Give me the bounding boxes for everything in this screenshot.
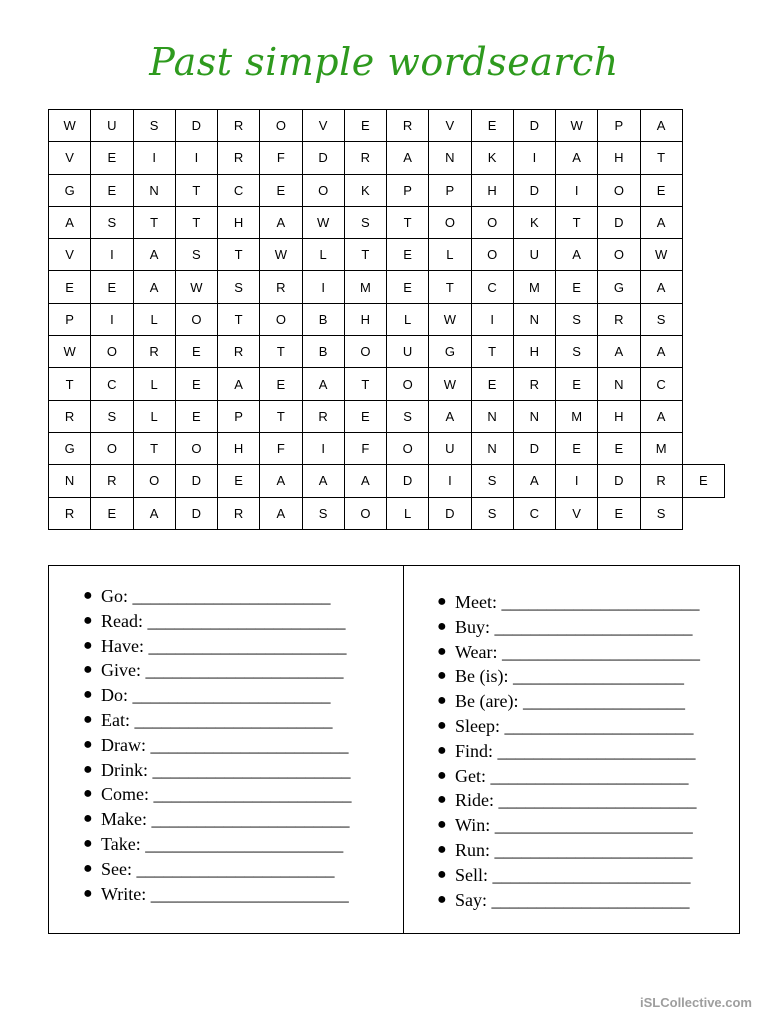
grid-cell: V [49,239,91,271]
grid-cell: O [598,239,640,271]
word-list-item [433,689,700,714]
word-list-left [79,584,352,906]
grid-cell: E [556,432,598,464]
bullet-icon: ● [83,810,93,828]
grid-cell: S [133,110,175,142]
grid-cell: E [175,336,217,368]
grid-cell: D [175,497,217,529]
grid-cell: A [344,465,386,497]
grid-cell: A [260,465,302,497]
grid-cell: D [175,465,217,497]
grid-cell: K [513,206,555,238]
grid-cell: A [556,142,598,174]
grid-cell: U [513,239,555,271]
grid-cell: M [344,271,386,303]
grid-cell: T [49,368,91,400]
grid-cell: S [302,497,344,529]
grid-cell: N [513,303,555,335]
grid-cell: A [133,239,175,271]
word-list-text: Say: ______________________ [455,889,690,910]
bullet-icon: ● [83,611,93,629]
grid-cell: D [513,174,555,206]
grid-cell: T [556,206,598,238]
grid-cell: I [133,142,175,174]
word-list-text: Be (is): ___________________ [455,666,684,687]
grid-cell: A [302,465,344,497]
grid-cell: C [471,271,513,303]
grid-cell: P [429,174,471,206]
word-list-text: Buy: ______________________ [455,616,693,637]
grid-cell: A [260,497,302,529]
bullet-icon: ● [83,785,93,803]
word-list-text: Wear: ______________________ [455,641,701,662]
grid-cell: S [344,206,386,238]
word-list-text: Come: ______________________ [101,784,352,805]
bullet-icon: ● [437,617,447,635]
grid-cell: P [598,110,640,142]
grid-cell: H [513,336,555,368]
word-list-text: Read: ______________________ [101,610,346,631]
grid-cell: A [640,271,682,303]
word-list-text: Do: ______________________ [101,685,331,706]
grid-cell: R [49,400,91,432]
grid-cell: V [49,142,91,174]
grid-cell: H [344,303,386,335]
grid-cell: I [91,303,133,335]
grid-cell: W [175,271,217,303]
grid-cell: O [91,432,133,464]
bullet-icon: ● [83,686,93,704]
grid-cell: T [471,336,513,368]
grid-cell: M [640,432,682,464]
grid-cell: I [91,239,133,271]
bullet-icon: ● [83,834,93,852]
bullet-icon: ● [83,710,93,728]
grid-cell: L [133,400,175,432]
grid-cell: F [260,142,302,174]
grid-cell: I [302,271,344,303]
word-list-box [48,565,740,934]
grid-cell: W [556,110,598,142]
grid-cell: T [429,271,471,303]
grid-cell: S [91,400,133,432]
grid-cell: A [640,110,682,142]
word-list-item [433,863,700,888]
grid-cell: O [471,206,513,238]
grid-cell: S [218,271,260,303]
grid-cell: L [387,303,429,335]
grid-cell: T [387,206,429,238]
grid-cell: E [49,271,91,303]
grid-cell: U [91,110,133,142]
grid-cell: W [640,239,682,271]
word-list-text: Run: ______________________ [455,839,693,860]
word-list-text: Get: ______________________ [455,765,689,786]
grid-cell: H [471,174,513,206]
word-list-item [433,664,700,689]
grid-cell: T [218,239,260,271]
word-list-item [79,857,352,882]
grid-cell: S [556,303,598,335]
grid-cell: D [513,110,555,142]
grid-cell: W [429,368,471,400]
footer-watermark: iSLCollective.com [640,995,752,1010]
grid-cell: G [598,271,640,303]
grid-cell: O [471,239,513,271]
bullet-icon: ● [437,642,447,660]
bullet-icon: ● [437,890,447,908]
grid-row [49,239,725,271]
grid-cell: O [302,174,344,206]
grid-cell: B [302,336,344,368]
word-list-text: Draw: ______________________ [101,734,349,755]
grid-cell: O [344,336,386,368]
word-list-item [79,832,352,857]
grid-cell: E [91,142,133,174]
grid-cell: F [344,432,386,464]
bullet-icon: ● [437,741,447,759]
grid-cell: W [429,303,471,335]
grid-row [49,303,725,335]
word-list-text: Take: ______________________ [101,833,344,854]
grid-cell: E [640,174,682,206]
grid-cell: R [598,303,640,335]
grid-cell: A [640,206,682,238]
word-list-item [433,739,700,764]
word-list-item [79,758,352,783]
word-list-item [433,615,700,640]
grid-cell: I [302,432,344,464]
grid-row [49,206,725,238]
word-list-text: Win: ______________________ [455,815,693,836]
grid-cell: D [302,142,344,174]
grid-cell: H [598,400,640,432]
grid-row [49,142,725,174]
grid-cell: A [218,368,260,400]
grid-cell: O [175,432,217,464]
grid-cell: D [387,465,429,497]
bullet-icon: ● [437,692,447,710]
grid-cell: D [598,206,640,238]
grid-cell: B [302,303,344,335]
grid-cell: M [513,271,555,303]
grid-cell: E [387,271,429,303]
grid-cell: O [260,303,302,335]
grid-cell: E [682,465,724,497]
grid-cell: O [387,432,429,464]
grid-cell: R [344,142,386,174]
grid-cell: V [429,110,471,142]
grid-row [49,465,725,497]
grid-cell: N [471,432,513,464]
grid-cell: T [133,206,175,238]
grid-cell: G [429,336,471,368]
word-list-item [79,658,352,683]
grid-cell: A [49,206,91,238]
grid-cell: W [49,110,91,142]
bullet-icon: ● [437,840,447,858]
grid-cell: E [91,174,133,206]
bullet-icon: ● [437,667,447,685]
grid-cell: L [133,368,175,400]
grid-cell: T [640,142,682,174]
grid-cell: U [429,432,471,464]
word-list-text: Eat: ______________________ [101,709,333,730]
grid-cell: E [344,110,386,142]
grid-cell: A [640,336,682,368]
grid-cell: R [513,368,555,400]
grid-cell: E [260,368,302,400]
grid-cell: I [556,174,598,206]
word-list-item [433,888,700,913]
grid-cell: S [471,497,513,529]
word-list-text: Drink: ______________________ [101,759,351,780]
grid-cell: E [556,271,598,303]
bullet-icon: ● [83,884,93,902]
grid-cell: O [598,174,640,206]
word-list-text: See: ______________________ [101,858,335,879]
grid-cell: O [344,497,386,529]
grid-row [49,432,725,464]
grid-cell: E [218,465,260,497]
grid-cell: N [598,368,640,400]
word-list-text: Make: ______________________ [101,809,350,830]
grid-cell: K [344,174,386,206]
grid-cell: N [133,174,175,206]
word-list-text: Go: ______________________ [101,586,331,606]
grid-cell: S [640,303,682,335]
grid-cell: P [49,303,91,335]
grid-cell: T [218,303,260,335]
bullet-icon: ● [83,760,93,778]
grid-cell: E [598,497,640,529]
column-divider [403,566,404,933]
grid-cell: O [260,110,302,142]
word-list-item [79,584,352,609]
grid-cell: R [387,110,429,142]
grid-cell: H [218,206,260,238]
grid-cell: P [387,174,429,206]
grid-cell: T [260,336,302,368]
grid-cell: A [302,368,344,400]
word-list-item [433,813,700,838]
word-list-item [433,640,700,665]
grid-cell: E [91,497,133,529]
grid-cell: A [640,400,682,432]
word-list-item [433,838,700,863]
grid-cell: I [471,303,513,335]
word-list-item [433,764,700,789]
grid-cell: R [133,336,175,368]
grid-cell: V [302,110,344,142]
grid-cell: C [91,368,133,400]
grid-cell: V [556,497,598,529]
grid-cell: L [387,497,429,529]
grid-cell: S [175,239,217,271]
grid-cell: P [218,400,260,432]
grid-cell: L [302,239,344,271]
word-list-item [433,590,700,615]
grid-cell: U [387,336,429,368]
bullet-icon: ● [437,593,447,610]
grid-cell: S [640,497,682,529]
grid-cell: R [302,400,344,432]
word-list-item [79,807,352,832]
grid-cell: I [556,465,598,497]
grid-row [49,110,725,142]
bullet-icon: ● [437,791,447,809]
grid-cell: E [175,368,217,400]
bullet-icon: ● [437,716,447,734]
bullet-icon: ● [437,766,447,784]
grid-cell: A [513,465,555,497]
grid-cell: A [387,142,429,174]
bullet-icon: ● [83,587,93,604]
grid-cell: A [556,239,598,271]
grid-cell: M [556,400,598,432]
grid-cell: N [49,465,91,497]
word-list-item [433,788,700,813]
word-list-text: Find: ______________________ [455,740,696,761]
grid-cell: G [49,432,91,464]
grid-cell: I [175,142,217,174]
grid-cell: A [598,336,640,368]
grid-cell: C [640,368,682,400]
word-list-right [433,590,700,912]
grid-cell: R [218,497,260,529]
grid-cell: S [471,465,513,497]
grid-cell: S [387,400,429,432]
grid-cell: T [175,174,217,206]
grid-cell: R [218,336,260,368]
grid-row [49,497,725,529]
grid-row [49,368,725,400]
word-list-text: Give: ______________________ [101,660,344,681]
grid-cell: R [218,142,260,174]
grid-cell: W [49,336,91,368]
word-list-item [79,634,352,659]
grid-cell: G [49,174,91,206]
grid-cell: E [471,368,513,400]
grid-cell: K [471,142,513,174]
word-list-item [79,609,352,634]
bullet-icon: ● [83,661,93,679]
grid-cell: N [429,142,471,174]
word-list-item [433,714,700,739]
grid-cell: F [260,432,302,464]
grid-cell: D [513,432,555,464]
grid-cell: R [260,271,302,303]
grid-cell: O [387,368,429,400]
grid-cell: E [260,174,302,206]
grid-cell: E [91,271,133,303]
grid-row [49,271,725,303]
grid-cell: O [429,206,471,238]
grid-cell: C [218,174,260,206]
grid-cell: D [175,110,217,142]
word-list-text: Ride: ______________________ [455,790,697,811]
grid-cell: H [598,142,640,174]
word-list-text: Sell: ______________________ [455,864,691,885]
grid-cell: R [640,465,682,497]
grid-cell: A [133,271,175,303]
bullet-icon: ● [437,865,447,883]
grid-cell: N [513,400,555,432]
grid-cell: T [344,368,386,400]
grid-cell: A [260,206,302,238]
word-list-item [79,882,352,907]
grid-row [49,400,725,432]
grid-cell: R [218,110,260,142]
grid-cell: L [133,303,175,335]
grid-cell: A [133,497,175,529]
grid-cell: L [429,239,471,271]
grid-cell: E [387,239,429,271]
word-list-item [79,733,352,758]
grid-cell: O [133,465,175,497]
word-list-text: Meet: ______________________ [455,592,700,612]
word-list-item [79,708,352,733]
wordsearch-grid [48,109,725,530]
grid-cell: D [598,465,640,497]
grid-cell: C [513,497,555,529]
grid-cell: S [91,206,133,238]
word-list-item [79,683,352,708]
grid-cell: T [175,206,217,238]
grid-cell: T [260,400,302,432]
grid-cell: T [133,432,175,464]
grid-row [49,336,725,368]
grid-cell: R [91,465,133,497]
grid-cell: T [344,239,386,271]
word-list-text: Sleep: _____________________ [455,715,694,736]
grid-cell: E [556,368,598,400]
page-title: Past simple wordsearch [149,40,619,84]
grid-cell: H [218,432,260,464]
grid-cell: O [175,303,217,335]
grid-cell: W [260,239,302,271]
grid-cell: I [429,465,471,497]
grid-cell: I [513,142,555,174]
grid-cell: E [175,400,217,432]
grid-cell: R [49,497,91,529]
bullet-icon: ● [83,859,93,877]
word-list-text: Be (are): __________________ [455,691,685,712]
word-list-item [79,782,352,807]
grid-cell: E [344,400,386,432]
grid-cell: E [598,432,640,464]
word-list-text: Write: ______________________ [101,883,349,904]
grid-cell: D [429,497,471,529]
grid-cell: E [471,110,513,142]
grid-cell: W [302,206,344,238]
grid-row [49,174,725,206]
grid-cell: N [471,400,513,432]
bullet-icon: ● [437,816,447,834]
grid-cell: A [429,400,471,432]
grid-cell: O [91,336,133,368]
word-list-text: Have: ______________________ [101,635,347,656]
bullet-icon: ● [83,735,93,753]
grid-cell: S [556,336,598,368]
bullet-icon: ● [83,636,93,654]
